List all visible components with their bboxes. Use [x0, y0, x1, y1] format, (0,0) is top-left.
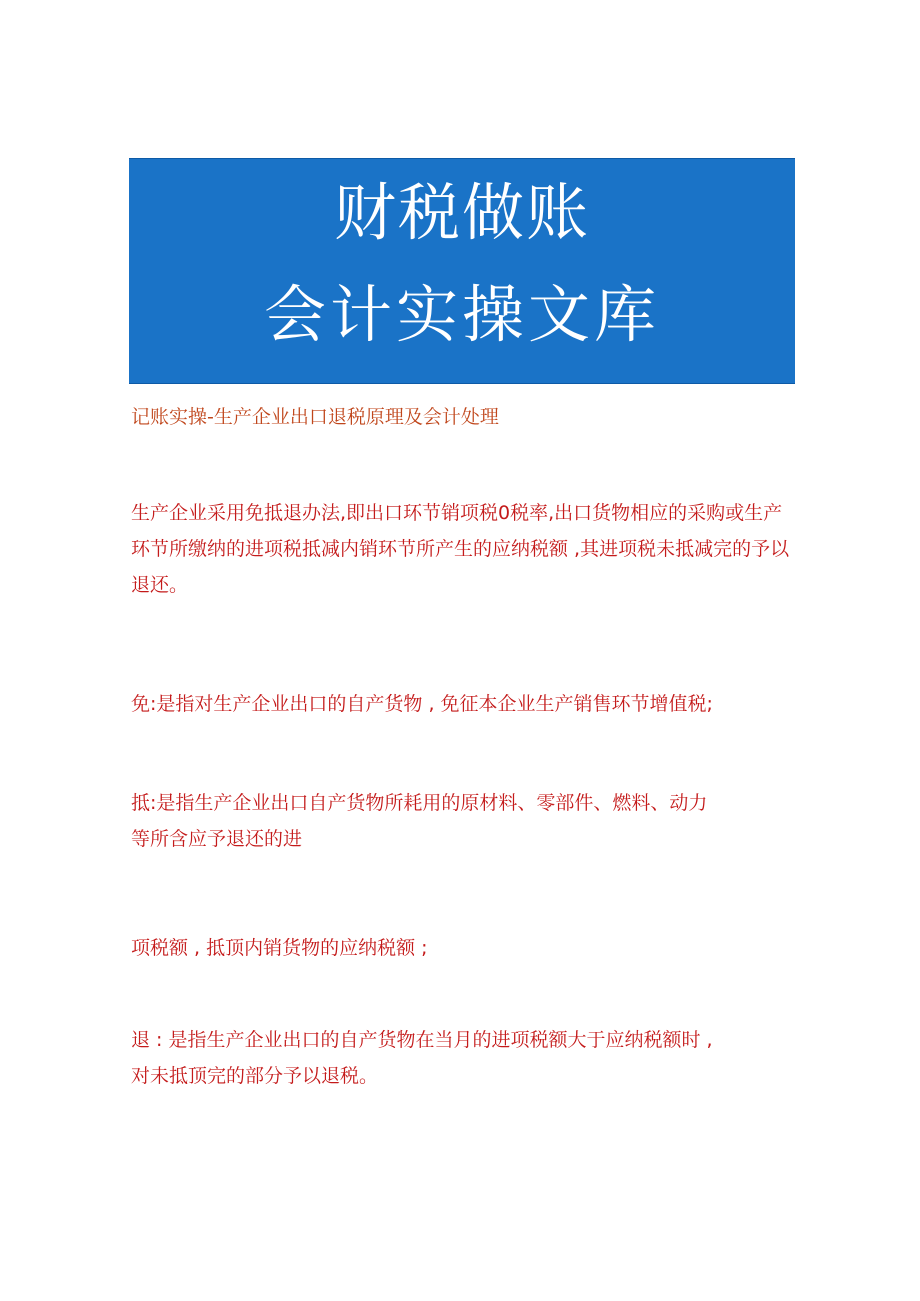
banner-title: 财税做账: [333, 176, 590, 249]
paragraph-intro: 生产企业采用免抵退办法,即出口环节销项税0税率,出口货物相应的采购或生产环节所缴纳的进项税抵减内销环节所产生的应纳税额 ,其进项税未抵减完的予以退还。: [131, 502, 790, 596]
banner-subtitle: 会计实操文库: [263, 278, 660, 351]
header-banner: [129, 158, 795, 384]
document-title: 记账实操-生产企业出口退税原理及会计处理: [131, 406, 499, 428]
paragraph-refund: 退 : 是指生产企业出口的自产货物在当月的进项税额大于应纳税额时 , 对未抵顶完的部分予以退税。: [131, 1029, 713, 1087]
paragraph-offset: 抵:是指生产企业出口自产货物所耗用的原材料、零部件、燃料、动力 等所含应予退还的进: [131, 792, 708, 850]
paragraph-exempt: 免:是指对生产企业出口的自产货物 , 免征本企业生产销售环节增值税;: [131, 693, 713, 715]
paragraph-offset-continued: 项税额 , 抵顶内销货物的应纳税额 ;: [131, 937, 428, 959]
